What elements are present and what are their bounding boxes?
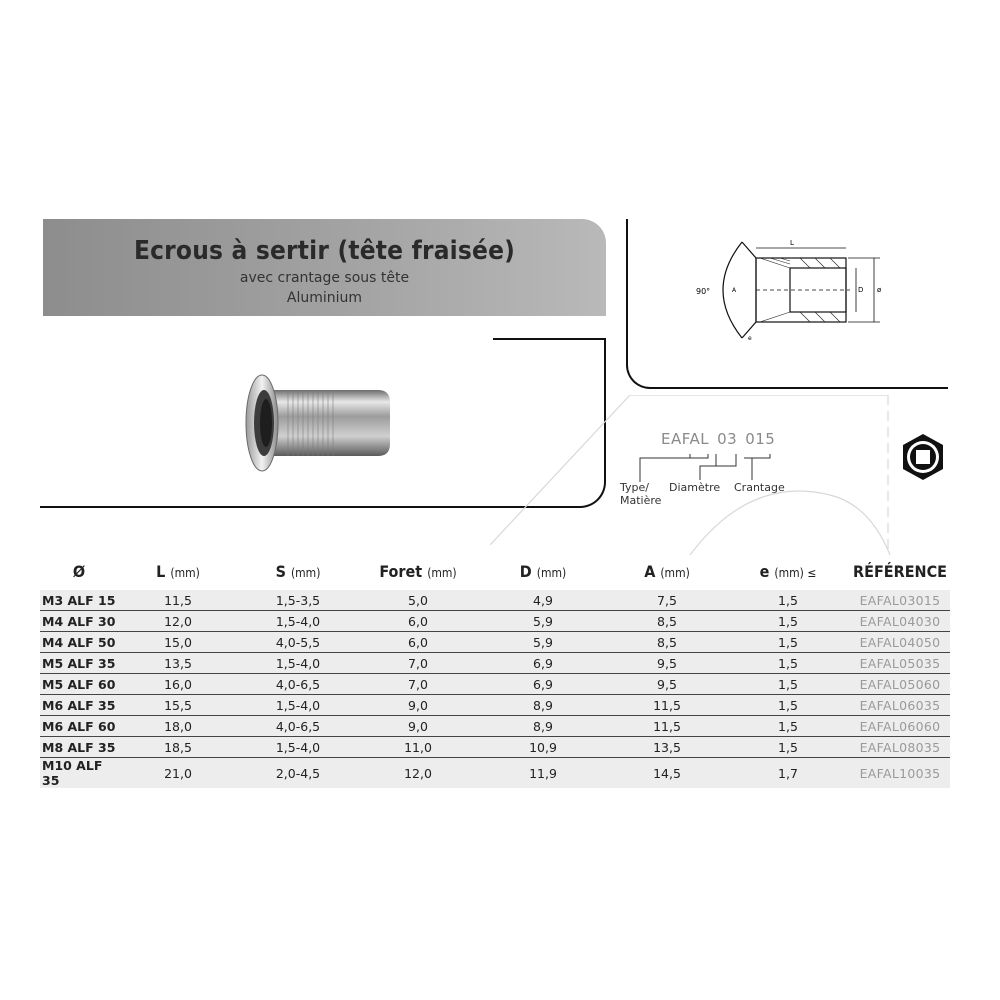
table-row — [40, 758, 950, 789]
cell-reference: EAFAL06035 — [850, 695, 950, 716]
cell-reference: EAFAL04050 — [850, 632, 950, 653]
reference-code-example — [661, 430, 783, 448]
ref-code-part-type: EAFAL — [661, 430, 710, 448]
col-header-D: D (mm) — [519, 561, 567, 581]
cell-D: 11,9 — [478, 758, 608, 789]
cell-foret: 9,0 — [358, 695, 478, 716]
col-header-foret: Foret (mm) — [379, 561, 457, 581]
cell-L: 15,5 — [118, 695, 238, 716]
cell-reference: EAFAL04030 — [850, 611, 950, 632]
cell-A: 11,5 — [608, 695, 726, 716]
page-title: Ecrous à sertir (tête fraisée) — [133, 236, 516, 266]
cell-L: 18,5 — [118, 737, 238, 758]
cell-size: M3 ALF 15 — [40, 590, 118, 611]
table-row — [40, 695, 950, 716]
ref-legend-diameter: Diamètre — [669, 481, 721, 494]
table-row — [40, 674, 950, 695]
cell-reference: EAFAL05035 — [850, 653, 950, 674]
cell-e: 1,5 — [726, 674, 850, 695]
cell-size: M5 ALF 60 — [40, 674, 118, 695]
cell-A: 8,5 — [608, 611, 726, 632]
ref-code-part-diameter: 03 — [717, 430, 738, 448]
cell-S: 1,5-4,0 — [238, 695, 358, 716]
cell-S: 2,0-4,5 — [238, 758, 358, 789]
dim-label-e: e — [748, 335, 752, 342]
cell-S: 1,5-3,5 — [238, 590, 358, 611]
cell-size: M6 ALF 60 — [40, 716, 118, 737]
cell-L: 16,0 — [118, 674, 238, 695]
cell-D: 8,9 — [478, 716, 608, 737]
cell-size: M5 ALF 35 — [40, 653, 118, 674]
cell-S: 4,0-6,5 — [238, 716, 358, 737]
cell-D: 4,9 — [478, 590, 608, 611]
table-row — [40, 590, 950, 611]
cell-e: 1,5 — [726, 611, 850, 632]
col-header-e: e (mm) ≤ — [759, 561, 817, 581]
cell-A: 9,5 — [608, 674, 726, 695]
col-header-S: S (mm) — [275, 561, 321, 581]
cell-foret: 9,0 — [358, 716, 478, 737]
cell-foret: 7,0 — [358, 653, 478, 674]
rivet-nut-photo — [238, 372, 398, 477]
cell-D: 6,9 — [478, 674, 608, 695]
table-row — [40, 737, 950, 758]
specification-table — [40, 552, 950, 788]
col-header-L: L (mm) — [156, 561, 200, 581]
table-body — [40, 590, 950, 788]
cell-reference: EAFAL08035 — [850, 737, 950, 758]
cell-size: M8 ALF 35 — [40, 737, 118, 758]
cell-reference: EAFAL10035 — [850, 758, 950, 789]
cell-S: 4,0-5,5 — [238, 632, 358, 653]
dim-label-angle: 90° — [696, 287, 711, 296]
col-header-diameter: Ø — [72, 561, 86, 581]
cell-e: 1,5 — [726, 632, 850, 653]
cell-foret: 5,0 — [358, 590, 478, 611]
ref-legend-type-line2: Matière — [620, 494, 662, 507]
cell-L: 15,0 — [118, 632, 238, 653]
cell-L: 18,0 — [118, 716, 238, 737]
cell-D: 5,9 — [478, 632, 608, 653]
cell-reference: EAFAL05060 — [850, 674, 950, 695]
cell-S: 1,5-4,0 — [238, 611, 358, 632]
cell-A: 11,5 — [608, 716, 726, 737]
technical-drawing — [690, 230, 900, 360]
cell-L: 13,5 — [118, 653, 238, 674]
material-label: Aluminium — [286, 290, 363, 306]
cell-e: 1,5 — [726, 590, 850, 611]
cell-foret: 6,0 — [358, 632, 478, 653]
cell-e: 1,5 — [726, 653, 850, 674]
cell-size: M6 ALF 35 — [40, 695, 118, 716]
photo-frame-topline — [493, 338, 606, 340]
table-row — [40, 611, 950, 632]
cell-L: 21,0 — [118, 758, 238, 789]
cell-size: M10 ALF 35 — [40, 758, 118, 789]
cell-A: 13,5 — [608, 737, 726, 758]
cell-reference: EAFAL03015 — [850, 590, 950, 611]
cell-foret: 11,0 — [358, 737, 478, 758]
table-row — [40, 653, 950, 674]
cell-e: 1,5 — [726, 695, 850, 716]
col-header-reference: RÉFÉRENCE — [853, 561, 947, 581]
page-subtitle: avec crantage sous tête — [239, 270, 410, 286]
dim-label-D: D — [858, 286, 864, 294]
cell-A: 9,5 — [608, 653, 726, 674]
cell-D: 5,9 — [478, 611, 608, 632]
cell-e: 1,7 — [726, 758, 850, 789]
ref-code-part-notch: 015 — [745, 430, 776, 448]
col-header-A: A (mm) — [644, 561, 690, 581]
cell-size: M4 ALF 30 — [40, 611, 118, 632]
cell-L: 12,0 — [118, 611, 238, 632]
table-row — [40, 632, 950, 653]
cell-foret: 12,0 — [358, 758, 478, 789]
dim-label-A: A — [732, 287, 737, 294]
cell-S: 1,5-4,0 — [238, 653, 358, 674]
cell-reference: EAFAL06060 — [850, 716, 950, 737]
table-header-row — [40, 552, 950, 590]
dim-label-L: L — [790, 239, 794, 247]
cell-D: 8,9 — [478, 695, 608, 716]
cell-D: 10,9 — [478, 737, 608, 758]
hex-socket-icon — [898, 432, 948, 482]
cell-e: 1,5 — [726, 737, 850, 758]
reference-code-brackets — [630, 452, 780, 484]
cell-size: M4 ALF 50 — [40, 632, 118, 653]
cell-S: 1,5-4,0 — [238, 737, 358, 758]
cell-L: 11,5 — [118, 590, 238, 611]
cell-foret: 7,0 — [358, 674, 478, 695]
dim-label-dia: ø — [877, 286, 882, 294]
cell-D: 6,9 — [478, 653, 608, 674]
cell-A: 7,5 — [608, 590, 726, 611]
cell-foret: 6,0 — [358, 611, 478, 632]
cell-A: 8,5 — [608, 632, 726, 653]
ref-legend-type-line1: Type/ — [620, 481, 649, 494]
cell-A: 14,5 — [608, 758, 726, 789]
cell-S: 4,0-6,5 — [238, 674, 358, 695]
ref-legend-type — [620, 481, 661, 507]
cell-e: 1,5 — [726, 716, 850, 737]
table-row — [40, 716, 950, 737]
ref-legend-notch: Crantage — [734, 481, 785, 494]
